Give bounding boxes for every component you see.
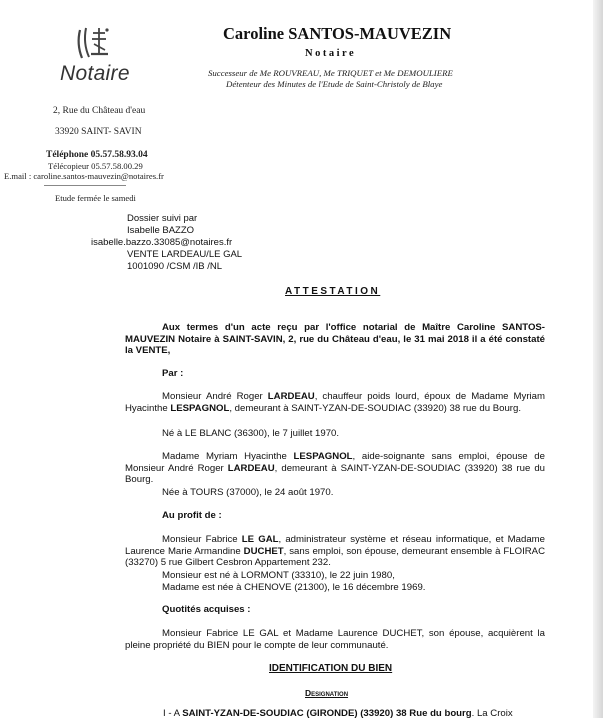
address-city: 33920 SAINT- SAVIN <box>55 127 142 137</box>
notary-name: Caroline SANTOS-MAUVEZIN <box>223 24 452 43</box>
fax-number: Télécopieur 05.57.58.00.29 <box>48 161 143 171</box>
seller-2-birth: Née à TOURS (37000), le 24 août 1970. <box>162 487 334 498</box>
dossier-agent: Isabelle BAZZO <box>127 225 195 236</box>
designation-title: Designation <box>305 688 349 698</box>
property-location-line: I - A SAINT-YZAN-DE-SOUDIAC (GIRONDE) (33920) 38 Rue du bourg. La Croix <box>163 708 513 719</box>
successor-line: Successeur de Me ROUVREAU, Me TRIQUET et Me DEMOULIERE <box>208 68 453 78</box>
notary-logo <box>58 24 138 94</box>
notary-emblem-icon <box>72 24 118 62</box>
notary-role: Notaire <box>305 48 357 59</box>
office-closed-note: Etude fermée le samedi <box>55 193 136 203</box>
buyers-paragraph: Monsieur Fabrice LE GAL, administrateur système et réseau informatique, et Madame Laurence Marie Armandine DUCHET, sans emploi, son épouse, demeurant ensemble à FLOIRAC (33270) 5 rue Gilbert Cesbron Appartement 232. <box>125 534 545 569</box>
shares-paragraph: Monsieur Fabrice LE GAL et Madame Laurence DUCHET, son épouse, acquièrent la pleine propriété du BIEN pour le compte de leur communauté. <box>125 628 545 651</box>
buyer-2-birth: Madame est née à CHENOVE (21300), le 16 décembre 1969. <box>162 582 426 593</box>
seller-2-paragraph: Madame Myriam Hyacinthe LESPAGNOL, aide-soignante sans emploi, épouse de Monsieur André Roger LARDEAU, demeurant à SAINT-YZAN-DE-SOUDIAC (33920) 38 rue du Bourg. <box>125 451 545 486</box>
letterhead-divider <box>44 185 126 186</box>
shares-heading: Quotités acquises : <box>162 604 251 615</box>
email-address[interactable]: E.mail : caroline.santos-mauvezin@notaires.fr <box>4 171 164 181</box>
dossier-reference: 1001090 /CSM /IB /NL <box>127 261 223 272</box>
buyers-heading: Au profit de : <box>162 510 222 521</box>
buyer-1-surname: LE GAL <box>241 534 279 545</box>
dossier-followed-by: Dossier suivi par <box>127 213 198 224</box>
seller-2-spouse-surname: LARDEAU <box>227 462 275 474</box>
minutes-holder-line: Détenteur des Minutes de l'Etude de Saint-Christoly de Blaye <box>226 79 443 89</box>
seller-1-spouse-surname: LESPAGNOL <box>170 402 230 414</box>
buyer-1-birth: Monsieur est né à LORMONT (33310), le 22 juin 1980, <box>162 570 395 581</box>
seller-1-birth: Né à LE BLANC (36300), le 7 juillet 1970. <box>162 428 340 439</box>
intro-paragraph: Aux termes d'un acte reçu par l'office notarial de Maître Caroline SANTOS-MAUVEZIN Notaire à SAINT-SAVIN, 2, rue du Château d'eau, le 31 mai 2018 il a été constaté la VENTE, <box>125 322 545 357</box>
document-title: ATTESTATION <box>285 286 381 297</box>
sellers-heading: Par : <box>162 368 184 379</box>
dossier-case: VENTE LARDEAU/LE GAL <box>127 249 243 260</box>
seller-1-surname: LARDEAU <box>267 391 315 402</box>
buyer-2-surname: DUCHET <box>243 545 284 557</box>
identification-title: IDENTIFICATION DU BIEN <box>269 663 393 674</box>
seller-1-paragraph: Monsieur André Roger LARDEAU, chauffeur poids lourd, époux de Madame Myriam Hyacinthe LESPAGNOL, demeurant à SAINT-YZAN-DE-SOUDIAC (33920) 38 rue du Bourg. <box>125 391 546 414</box>
dossier-agent-email[interactable]: isabelle.bazzo.33085@notaires.fr <box>91 237 233 248</box>
logo-wordmark: Notaire <box>60 62 130 85</box>
page-edge-shadow <box>593 0 603 718</box>
address-street: 2, Rue du Château d'eau <box>53 106 146 116</box>
phone-number: Téléphone 05.57.58.93.04 <box>46 150 148 160</box>
seller-2-surname: LESPAGNOL <box>293 451 353 462</box>
